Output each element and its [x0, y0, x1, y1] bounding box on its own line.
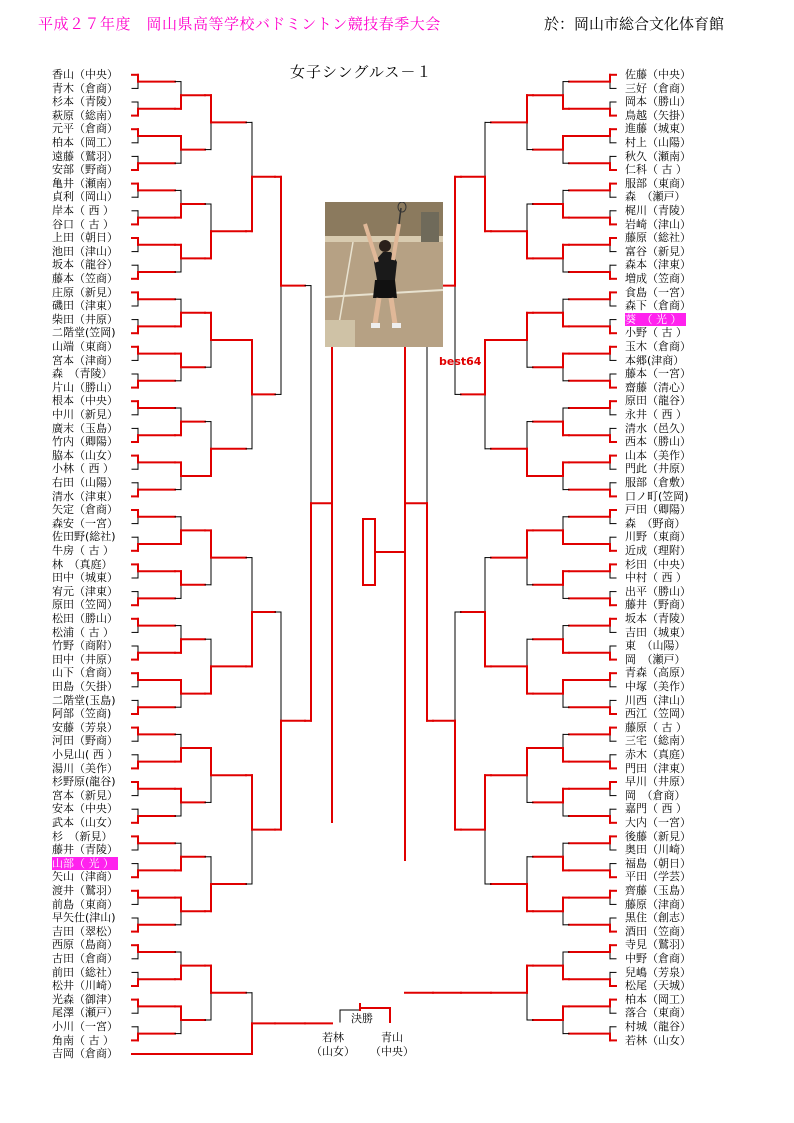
right-player-name: 柏本（岡工） [625, 992, 691, 1006]
right-player-name: 藤井（野商） [625, 598, 691, 612]
left-player-name: 藤井（青陵） [52, 843, 118, 857]
left-player-name: 亀井（瀬南） [52, 176, 118, 190]
left-player-name: 庄原（新見） [52, 285, 118, 299]
left-player-name: 武本（山女） [52, 816, 118, 829]
left-player-name: 田島（矢掛） [52, 680, 118, 693]
right-player-name: 森下（倉商） [625, 299, 691, 313]
right-player-name: 齊藤（玉島） [625, 884, 691, 897]
right-player-name: 川西（津山） [625, 693, 691, 707]
right-player-name: 鳥越（矢掛） [625, 108, 691, 122]
right-player-name: 東 （山陽） [625, 639, 686, 653]
left-player-name: 山端（東商） [52, 340, 118, 353]
right-player-name: 大内（一宮） [625, 816, 691, 829]
left-player-name: 森安（一宮） [52, 516, 118, 530]
right-player-name: 岡 （倉商） [625, 788, 686, 802]
left-player-name: 宥元（津東） [52, 584, 118, 598]
best64-label: best64 [439, 355, 482, 368]
left-player-name: 藤本（笠商） [52, 272, 118, 285]
left-player-name: 安部（野商） [52, 163, 118, 177]
left-player-name: 清水（津東） [52, 489, 118, 503]
venue-label: 於：岡山市総合文化体育館 [544, 15, 725, 33]
left-player-name: 宮本（新見） [52, 788, 118, 802]
left-player-name: 右田（山陽） [52, 476, 118, 489]
right-player-name: 森 （野商） [625, 516, 686, 530]
left-player-name: 杉野原(龍谷) [52, 775, 116, 789]
right-player-name: 進藤（城東） [625, 122, 691, 136]
right-player-name: 本郷(津商） [625, 353, 685, 367]
left-player-name: 山下（倉商） [52, 666, 118, 680]
left-player-name: 森 （青陵） [52, 367, 113, 381]
left-player-name: 坂本（龍谷） [52, 258, 118, 272]
right-player-name: 中塚（美作） [625, 680, 691, 693]
right-player-name: 富谷（新見） [625, 244, 691, 258]
right-player-name: 杉田（中央） [625, 557, 691, 571]
left-player-name: 谷口（ 古 ） [52, 217, 114, 231]
left-player-name: 佐田野(総社) [52, 530, 116, 544]
left-player-name: 河田（野商） [52, 734, 118, 748]
left-player-name: 竹野（商附） [52, 639, 118, 653]
page-title: 平成２７年度 岡山県高等学校バドミントン競技春季大会 [38, 15, 441, 33]
finalist-left [311, 1031, 355, 1059]
right-player-name: 梶川（青陵） [625, 204, 691, 217]
right-player-name: 山本（美作） [625, 448, 691, 462]
right-player-name: 川野（東商） [625, 530, 691, 544]
finalist-left-name: 若林 [322, 1031, 344, 1044]
right-player-name: 藤原（総社） [625, 231, 691, 245]
left-player-name: 早矢仕(津山) [52, 911, 116, 925]
left-player-name: 阿部（笠商) [52, 707, 112, 721]
left-player-name: 光森（御津） [52, 992, 118, 1006]
left-player-name: 上田（朝日） [52, 231, 118, 245]
final-label: 決勝 [351, 1012, 373, 1025]
right-player-name: 藤原（津商） [625, 897, 691, 911]
right-player-name: 奥田（川崎） [625, 843, 691, 857]
right-player-name: 戸田（卿陽） [625, 503, 691, 517]
right-player-name: 寺見（鷲羽） [625, 938, 691, 952]
left-player-name: 二階堂(玉島) [52, 693, 116, 707]
left-player-name: 小林（ 西 ） [52, 462, 114, 476]
right-player-name: 食島（一宮） [625, 285, 691, 299]
right-player-name: 門田（津東） [625, 761, 691, 775]
left-player-name: 元平（倉商） [52, 122, 118, 136]
right-player-name: 藤原（ 古 ） [625, 720, 687, 734]
right-player-name: 出平（勝山） [625, 584, 691, 598]
right-player-name: 永井（ 西 ） [625, 408, 687, 421]
player-photo [325, 202, 443, 347]
left-player-name: 磯田（津東） [52, 299, 118, 313]
right-player-name: 秋久（瀬南） [625, 149, 691, 163]
left-player-name: 岸本（ 西 ） [52, 204, 114, 217]
left-player-name: 青木（倉商） [52, 81, 118, 95]
left-player-name: 原田（笠岡） [52, 598, 118, 612]
right-player-name: 門此（井原） [625, 462, 691, 476]
left-player-name: 池田（津山） [52, 244, 118, 258]
right-player-name: 三宅（総南） [625, 734, 691, 748]
left-player-name: 吉田（翠松） [52, 924, 118, 938]
left-player-name: 林 （真庭） [52, 557, 113, 571]
right-player-name: 兒嶋（芳泉） [625, 965, 691, 979]
right-player-name: 吉田（城東） [625, 625, 691, 639]
right-player-name: 早川（井原） [625, 775, 691, 789]
right-player-name: 服部（倉敷） [625, 476, 691, 489]
left-player-name: 杉本（青陵） [52, 95, 118, 109]
left-player-name: 片山（勝山） [52, 380, 118, 394]
left-player-name: 古田（倉商） [52, 952, 118, 965]
left-player-name: 矢定（倉商） [52, 503, 118, 517]
right-player-name: 落合（東商） [625, 1006, 691, 1020]
right-player-name: 嘉門（ 西 ） [625, 802, 687, 816]
left-player-name: 前田（総社） [52, 965, 118, 979]
left-player-name: 小川（一宮） [52, 1020, 118, 1033]
right-player-name: 中村（ 西 ） [625, 571, 687, 585]
right-player-name: 服部（東商） [625, 176, 691, 190]
left-player-name: 前島（東商） [52, 897, 118, 911]
left-player-name: 中川（新見） [52, 408, 118, 421]
right-player-name: 岡本（勝山） [625, 95, 691, 109]
right-player-name: 原田（龍谷） [625, 394, 691, 408]
right-player-name: 平田（学芸） [625, 870, 691, 884]
right-player-name: 村上（山陽） [625, 136, 691, 149]
left-player-name: 渡井（鷲羽） [52, 884, 118, 897]
right-player-name: 村城（龍谷） [625, 1020, 691, 1033]
left-player-name: 田中（城東） [52, 571, 118, 585]
right-player-name: 酒田（笠商） [625, 924, 691, 938]
left-player-name: 尾澤（瀬戸） [52, 1006, 118, 1020]
right-player-name: 福島（朝日） [625, 856, 691, 870]
left-player-name: 矢山（津商） [52, 870, 118, 884]
finalist-right-school: （中央） [370, 1045, 414, 1058]
left-player-name: 柏本（岡工） [52, 136, 118, 149]
left-player-name: 松井（川崎） [52, 979, 118, 993]
left-player-name: 柴田（井原） [52, 312, 118, 326]
finalist-left-school: （山女） [311, 1045, 355, 1058]
right-player-name: 岡 （瀬戸） [625, 652, 686, 666]
right-player-name: 口ノ町(笠岡) [625, 489, 689, 503]
right-player-name: 西江（笠岡） [625, 707, 691, 721]
right-player-name: 青森（高原） [625, 666, 691, 680]
right-player-name: 後藤（新見） [625, 829, 691, 843]
left-player-name: 廣末（玉島） [52, 421, 118, 435]
left-player-name: 山部（ 光 ） [52, 857, 118, 871]
event-title: 女子シングルス－１ [290, 63, 433, 81]
left-player-name: 貞利（岡山） [52, 190, 118, 204]
right-player-name: 森 （瀬戸） [625, 190, 686, 204]
left-player-name: 根本（中央） [52, 394, 118, 408]
left-player-name: 松浦（ 古 ） [52, 625, 114, 639]
left-player-name: 脇本（山女） [52, 448, 118, 462]
left-player-name: 竹内（卿陽） [52, 435, 118, 449]
left-player-name: 吉岡（倉商） [52, 1047, 118, 1061]
left-player-name: 牛房（ 古 ） [52, 544, 114, 557]
left-player-name: 安藤（芳泉） [52, 720, 118, 734]
right-player-name: 葵 （ 光 ） [625, 313, 686, 327]
left-player-name: 宮本（津商） [52, 353, 118, 367]
right-player-name: 齋藤（清心） [625, 380, 691, 394]
left-player-name: 松田（勝山） [52, 612, 118, 625]
left-player-name: 萩原（総南） [52, 108, 118, 122]
right-player-name: 仁科（ 古 ） [625, 163, 687, 177]
right-player-name: 森本（津東） [625, 258, 691, 272]
left-player-name: 西原（島商） [52, 938, 118, 952]
finalist-right [370, 1031, 414, 1059]
right-player-name: 赤木（真庭） [625, 748, 691, 761]
right-player-name: 清水（邑久） [625, 421, 691, 435]
right-player-name: 西本（勝山） [625, 435, 691, 449]
right-player-name: 三好（倉商） [625, 81, 691, 95]
right-player-name: 小野（ 古 ） [625, 326, 687, 340]
right-player-name: 黒住（創志） [625, 911, 691, 925]
finalist-right-name: 青山 [381, 1031, 403, 1044]
right-player-name: 若林（山女） [625, 1033, 691, 1047]
right-player-name: 藤本（一宮） [625, 367, 691, 381]
right-player-name: 増成（笠商） [625, 272, 691, 285]
left-player-name: 湯川（美作） [52, 761, 118, 775]
right-player-name: 近成（理附） [625, 544, 691, 557]
right-player-name: 玉木（倉商） [625, 340, 691, 353]
right-player-name: 佐藤（中央） [625, 68, 691, 81]
right-player-name: 岩崎（津山） [625, 217, 691, 231]
left-player-name: 小見山( 西 ） [52, 748, 119, 761]
left-player-name: 香山（中央） [52, 68, 118, 81]
left-player-name: 遠藤（鷲羽） [52, 149, 118, 163]
right-player-name: 松尾（天城） [625, 979, 691, 993]
left-player-name: 安本（中央） [52, 802, 118, 816]
left-player-name: 田中（井原） [52, 652, 118, 666]
right-player-name: 中野（倉商） [625, 952, 691, 965]
left-player-name: 二階堂(笠岡) [52, 326, 116, 340]
right-player-name: 坂本（青陵） [625, 612, 691, 625]
left-player-name: 杉 （新見） [52, 829, 113, 843]
left-player-name: 角南（ 古 ） [52, 1033, 114, 1047]
